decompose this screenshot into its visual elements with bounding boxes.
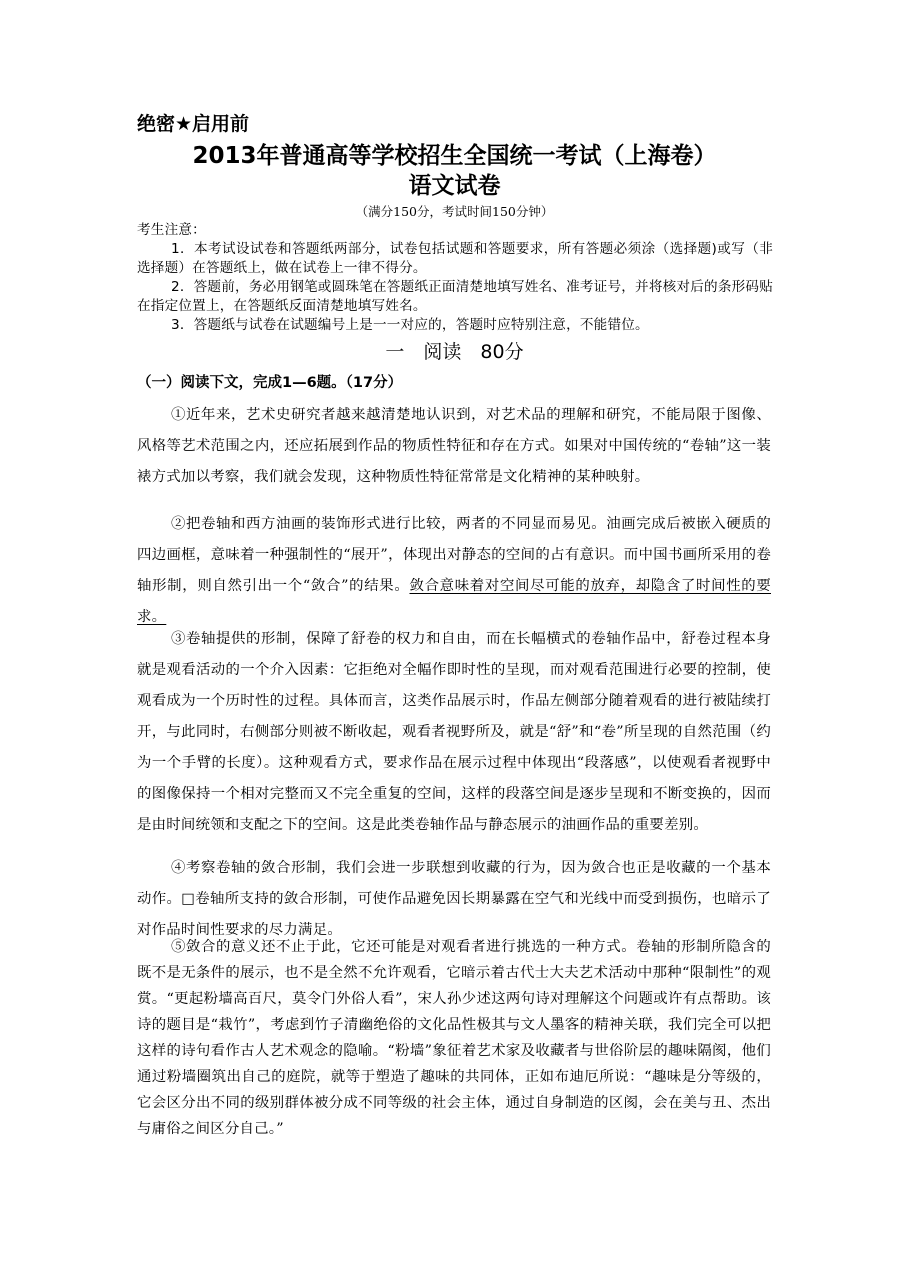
notice-item-3: 3．答题纸与试卷在试题编号上是一一对应的，答题时应特别注意，不能错位。	[171, 317, 649, 333]
notice-item-1: 1．本考试设试卷和答题纸两部分，试卷包括试题和答题要求，所有答题必须涂（选择题)或写（非选择题）在答题纸上，做在试卷上一律不得分。	[137, 241, 773, 276]
passage-paragraph-2	[137, 509, 771, 633]
score-time-note: （满分150分，考试时间150分钟）	[355, 204, 554, 219]
section-title: 一 阅读 80分	[385, 341, 524, 363]
notice-item-2: 2．答题前，务必用钢笔或圆珠笔在答题纸正面清楚地填写姓名、准考证号，并将核对后的条形码贴在指定位置上，在答题纸反面清楚地填写姓名。	[137, 279, 773, 314]
secret-mark: 绝密★启用前	[137, 113, 250, 135]
exam-subject-title: 语文试卷	[408, 173, 501, 199]
passage-paragraph-1: ①近年来，艺术史研究者越来越清楚地认识到，对艺术品的理解和研究，不能局限于图像、风格等艺术范围之内，还应拓展到作品的物质性特征和存在方式。如果对中国传统的“卷轴”这一装裱方式加以考察，我们就会发现，这种物质性特征常常是文化精神的某种映射。	[137, 407, 771, 485]
underlined-sentence: 敛合意味着对空间尽可能的放弃，却隐含了时间性的要求。	[137, 578, 771, 625]
notice-heading: 考生注意：	[137, 222, 206, 238]
exam-title: 2013年普通高等学校招生全国统一考试（上海卷）	[192, 143, 717, 169]
paragraph-2-text: ②把卷轴和西方油画的装饰形式进行比较，两者的不同显而易见。油画完成后被嵌入硬质的四边画框，意味着一种强制性的“展开”，体现出对静态的空间的占有意识。而中国书画所采用的卷轴形制，则自然引出一个“敛合”的结果。	[137, 516, 771, 594]
passage-paragraph-3: ③卷轴提供的形制，保障了舒卷的权力和自由，而在长幅横式的卷轴作品中，舒卷过程本身就是观看活动的一个介入因素：它拒绝对全幅作即时性的呈现，而对观看范围进行必要的控制，使观看成为一个历时性的过程。具体而言，这类作品展示时，作品左侧部分随着观看的进行被陆续打开，与此同时，右侧部分则被不断收起，观看者视野所及，就是“舒”和“卷”所呈现的自然范围（约为一个手臂的长度）。这种观看方式，要求作品在展示过程中体现出“段落感”，以使观看者视野中的图像保持一个相对完整而又不完全重复的空间，这样的段落空间是逐步呈现和不断变换的，因而是由时间统领和支配之下的空间。这是此类卷轴作品与静态展示的油画作品的重要差别。	[137, 631, 771, 833]
passage-paragraph-4: ④考察卷轴的敛合形制，我们会进一步联想到收藏的行为，因为敛合也正是收藏的一个基本动作。□卷轴所支持的敛合形制，可使作品避免因长期暴露在空气和光线中而受到损伤，也暗示了对作品时间性要求的尽力满足。	[137, 860, 771, 938]
passage-paragraph-5: ⑤敛合的意义还不止于此，它还可能是对观看者进行挑选的一种方式。卷轴的形制所隐含的既不是无条件的展示，也不是全然不允许观看，它暗示着古代士大夫艺术活动中那种“限制性”的观赏。“更起粉墙高百尺，莫令门外俗人看”，宋人孙少述这两句诗对理解这个问题或许有点帮助。该诗的题目是“栽竹”，考虑到竹子清幽绝俗的文化品性极其与文人墨客的精神关联，我们完全可以把这样的诗句看作古人艺术观念的隐喻。“粉墙”象征着艺术家及收藏者与世俗阶层的趣味隔阂，他们通过粉墙圈筑出自己的庭院，就等于塑造了趣味的共同体，正如布迪厄所说：“趣味是分等级的，它会区分出不同的级别群体被分成不同等级的社会主体，通过自身制造的区阂，会在美与丑、杰出与庸俗之间区分自己。”	[137, 939, 771, 1137]
question-heading: （一）阅读下文，完成1—6题。（17分）	[137, 375, 403, 391]
